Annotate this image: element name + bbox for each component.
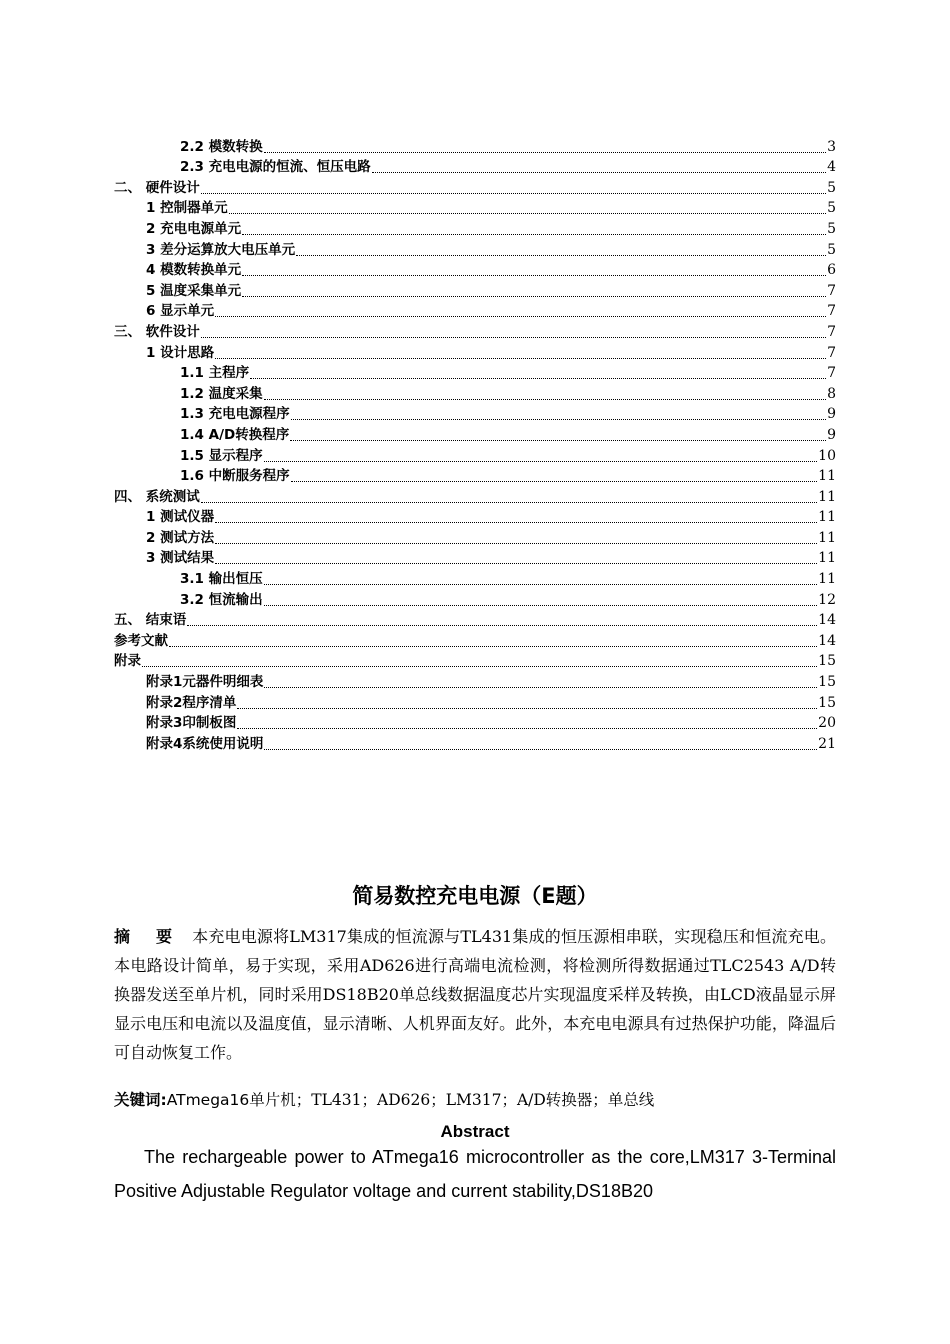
- toc-entry[interactable]: [114, 383, 836, 404]
- toc-leader-dots: [291, 418, 826, 420]
- toc-leader-dots: [201, 501, 817, 503]
- document-title: 简易数控充电电源（E题）: [352, 884, 598, 908]
- toc-entry-page: 5: [827, 241, 836, 258]
- toc-entry-label: 2.3 充电电源的恒流、恒压电路: [180, 159, 371, 176]
- toc-leader-dots: [264, 748, 817, 750]
- toc-entry-label: 6 显示单元: [146, 303, 215, 320]
- toc-entry-page: 14: [818, 632, 836, 649]
- toc-entry-page: 7: [827, 323, 836, 340]
- toc-entry[interactable]: [114, 610, 836, 631]
- toc-entry-page: 21: [818, 735, 836, 752]
- toc-leader-dots: [201, 192, 826, 194]
- toc-entry-page: 8: [827, 385, 836, 402]
- toc-leader-dots: [237, 727, 817, 729]
- toc-entry[interactable]: [114, 177, 836, 198]
- toc-entry-label: 附录: [114, 653, 141, 670]
- toc-entry[interactable]: [114, 630, 836, 651]
- toc-leader-dots: [169, 645, 817, 647]
- toc-entry-page: 5: [827, 179, 836, 196]
- toc-entry[interactable]: [114, 198, 836, 219]
- toc-entry-page: 20: [818, 715, 836, 732]
- abstract-heading: 摘 要: [114, 927, 183, 946]
- toc-entry-page: 11: [818, 550, 836, 567]
- toc-entry[interactable]: [114, 507, 836, 528]
- toc-entry-label: 3 差分运算放大电压单元: [146, 241, 296, 258]
- toc-entry-label: 1.4 A/D转换程序: [180, 426, 290, 443]
- toc-entry-label: 2 测试方法: [146, 529, 215, 546]
- toc-entry-page: 11: [818, 468, 836, 485]
- toc-entry-page: 11: [818, 488, 836, 505]
- toc-entry-page: 9: [827, 426, 836, 443]
- toc-leader-dots: [264, 398, 826, 400]
- toc-leader-dots: [264, 583, 818, 585]
- toc-entry-label: 5 温度采集单元: [146, 282, 242, 299]
- toc-entry[interactable]: [114, 157, 836, 178]
- toc-entry-page: 4: [827, 159, 836, 176]
- toc-entry-label: 3.2 恒流输出: [180, 591, 263, 608]
- keyword-first: ATmega16: [166, 1091, 250, 1109]
- toc-entry-label: 1.2 温度采集: [180, 385, 263, 402]
- toc-entry-label: 附录1元器件明细表: [146, 674, 264, 691]
- keywords-heading: 关键词:: [114, 1091, 167, 1109]
- toc-entry-page: 11: [818, 529, 836, 546]
- toc-entry[interactable]: [114, 651, 836, 672]
- toc-entry-page: 3: [827, 138, 836, 155]
- toc-entry-label: 1 控制器单元: [146, 200, 228, 217]
- english-abstract-heading: Abstract: [440, 1122, 510, 1141]
- toc-entry-label: 参考文献: [114, 632, 168, 649]
- toc-entry-page: 7: [827, 365, 836, 382]
- toc-entry-label: 4 模数转换单元: [146, 262, 242, 279]
- toc-entry-label: 1.6 中断服务程序: [180, 468, 290, 485]
- toc-leader-dots: [229, 212, 826, 214]
- toc-leader-dots: [250, 377, 826, 379]
- toc-entry[interactable]: [114, 466, 836, 487]
- toc-leader-dots: [215, 562, 817, 564]
- toc-entry-label: 三、 软件设计: [114, 323, 200, 340]
- toc-leader-dots: [290, 439, 826, 441]
- toc-entry[interactable]: [114, 280, 836, 301]
- toc-leader-dots: [372, 171, 826, 173]
- toc-entry-label: 附录2程序清单: [146, 694, 237, 711]
- toc-entry-page: 7: [827, 344, 836, 361]
- toc-entry-label: 2.2 模数转换: [180, 138, 263, 155]
- toc-entry-page: 15: [818, 653, 836, 670]
- toc-entry[interactable]: [114, 260, 836, 281]
- toc-entry-label: 附录4系统使用说明: [146, 735, 264, 752]
- toc-entry-page: 15: [818, 674, 836, 691]
- toc-leader-dots: [215, 357, 826, 359]
- toc-entry[interactable]: [114, 671, 836, 692]
- toc-entry-label: 五、 结束语: [114, 612, 187, 629]
- toc-entry-label: 1.3 充电电源程序: [180, 406, 290, 423]
- toc-entry-label: 1.5 显示程序: [180, 447, 263, 464]
- toc-entry-label: 附录3印制板图: [146, 715, 237, 732]
- toc-entry[interactable]: [114, 321, 836, 342]
- toc-entry-page: 15: [818, 694, 836, 711]
- toc-leader-dots: [264, 151, 826, 153]
- toc-leader-dots: [296, 254, 826, 256]
- toc-entry-label: 2 充电电源单元: [146, 220, 242, 237]
- toc-leader-dots: [215, 542, 817, 544]
- toc-entry[interactable]: [114, 404, 836, 425]
- toc-entry-page: 7: [827, 282, 836, 299]
- chinese-abstract: [114, 922, 836, 1067]
- toc-entry-page: 11: [818, 509, 836, 526]
- toc-entry[interactable]: [114, 589, 836, 610]
- toc-entry[interactable]: [114, 445, 836, 466]
- toc-entry-label: 二、 硬件设计: [114, 179, 200, 196]
- toc-entry[interactable]: [114, 692, 836, 713]
- toc-entry-page: 5: [827, 200, 836, 217]
- abstract-text: 本充电电源将LM317集成的恒流源与TL431集成的恒压源相串联，实现稳压和恒流充电。本电路设计简单，易于实现，采用AD626进行高端电流检测，将检测所得数据通过TLC2543 A/D转换器发送至单片机，同时采用DS18B20单总线数据温度芯片实现温度采样及转换，由LCD液晶显示屏显示电压和电流以及温度值，显示清晰、人机界面友好。此外，本充电电源具有过热保护功能，降温后可自动恢复工作。: [114, 927, 836, 1062]
- toc-entry-label: 四、 系统测试: [114, 488, 200, 505]
- toc-entry[interactable]: [114, 486, 836, 507]
- toc-entry[interactable]: [114, 342, 836, 363]
- toc-leader-dots: [142, 665, 817, 667]
- toc-entry-page: 12: [818, 591, 836, 608]
- toc-entry-page: 9: [827, 406, 836, 423]
- toc-leader-dots: [264, 460, 818, 462]
- toc-entry-label: 1 测试仪器: [146, 509, 215, 526]
- toc-leader-dots: [215, 315, 826, 317]
- toc-leader-dots: [291, 480, 818, 482]
- toc-entry[interactable]: [114, 301, 836, 322]
- toc-leader-dots: [215, 521, 817, 523]
- toc-leader-dots: [242, 233, 826, 235]
- toc-entry-label: 1.1 主程序: [180, 365, 250, 382]
- toc-entry[interactable]: [114, 239, 836, 260]
- toc-entry[interactable]: [114, 713, 836, 734]
- toc-leader-dots: [201, 336, 826, 338]
- table-of-contents: [114, 136, 836, 754]
- toc-leader-dots: [237, 707, 817, 709]
- toc-entry[interactable]: [114, 568, 836, 589]
- toc-entry-page: 10: [818, 447, 836, 464]
- toc-leader-dots: [264, 604, 818, 606]
- toc-entry-label: 3 测试结果: [146, 550, 215, 567]
- toc-entry-page: 11: [818, 571, 836, 588]
- toc-entry[interactable]: [114, 363, 836, 384]
- toc-entry[interactable]: [114, 218, 836, 239]
- toc-leader-dots: [264, 686, 817, 688]
- toc-entry-page: 14: [818, 612, 836, 629]
- toc-leader-dots: [242, 295, 826, 297]
- keywords: [114, 1088, 836, 1110]
- toc-entry[interactable]: [114, 733, 836, 754]
- keywords-rest: 单片机；TL431；AD626；LM317；A/D转换器；单总线: [249, 1091, 655, 1109]
- toc-entry[interactable]: [114, 136, 836, 157]
- toc-entry-page: 5: [827, 220, 836, 237]
- toc-entry[interactable]: [114, 548, 836, 569]
- toc-entry-page: 7: [827, 303, 836, 320]
- english-abstract-text: The rechargeable power to ATmega16 microcontroller as the core,LM317 3-Terminal Positive Adjustable Regulator voltage and current stability,DS18B20: [114, 1147, 836, 1201]
- toc-entry-label: 3.1 输出恒压: [180, 571, 263, 588]
- toc-entry[interactable]: [114, 424, 836, 445]
- toc-entry-page: 6: [827, 262, 836, 279]
- toc-entry-label: 1 设计思路: [146, 344, 215, 361]
- toc-leader-dots: [242, 274, 826, 276]
- toc-leader-dots: [187, 624, 817, 626]
- toc-entry[interactable]: [114, 527, 836, 548]
